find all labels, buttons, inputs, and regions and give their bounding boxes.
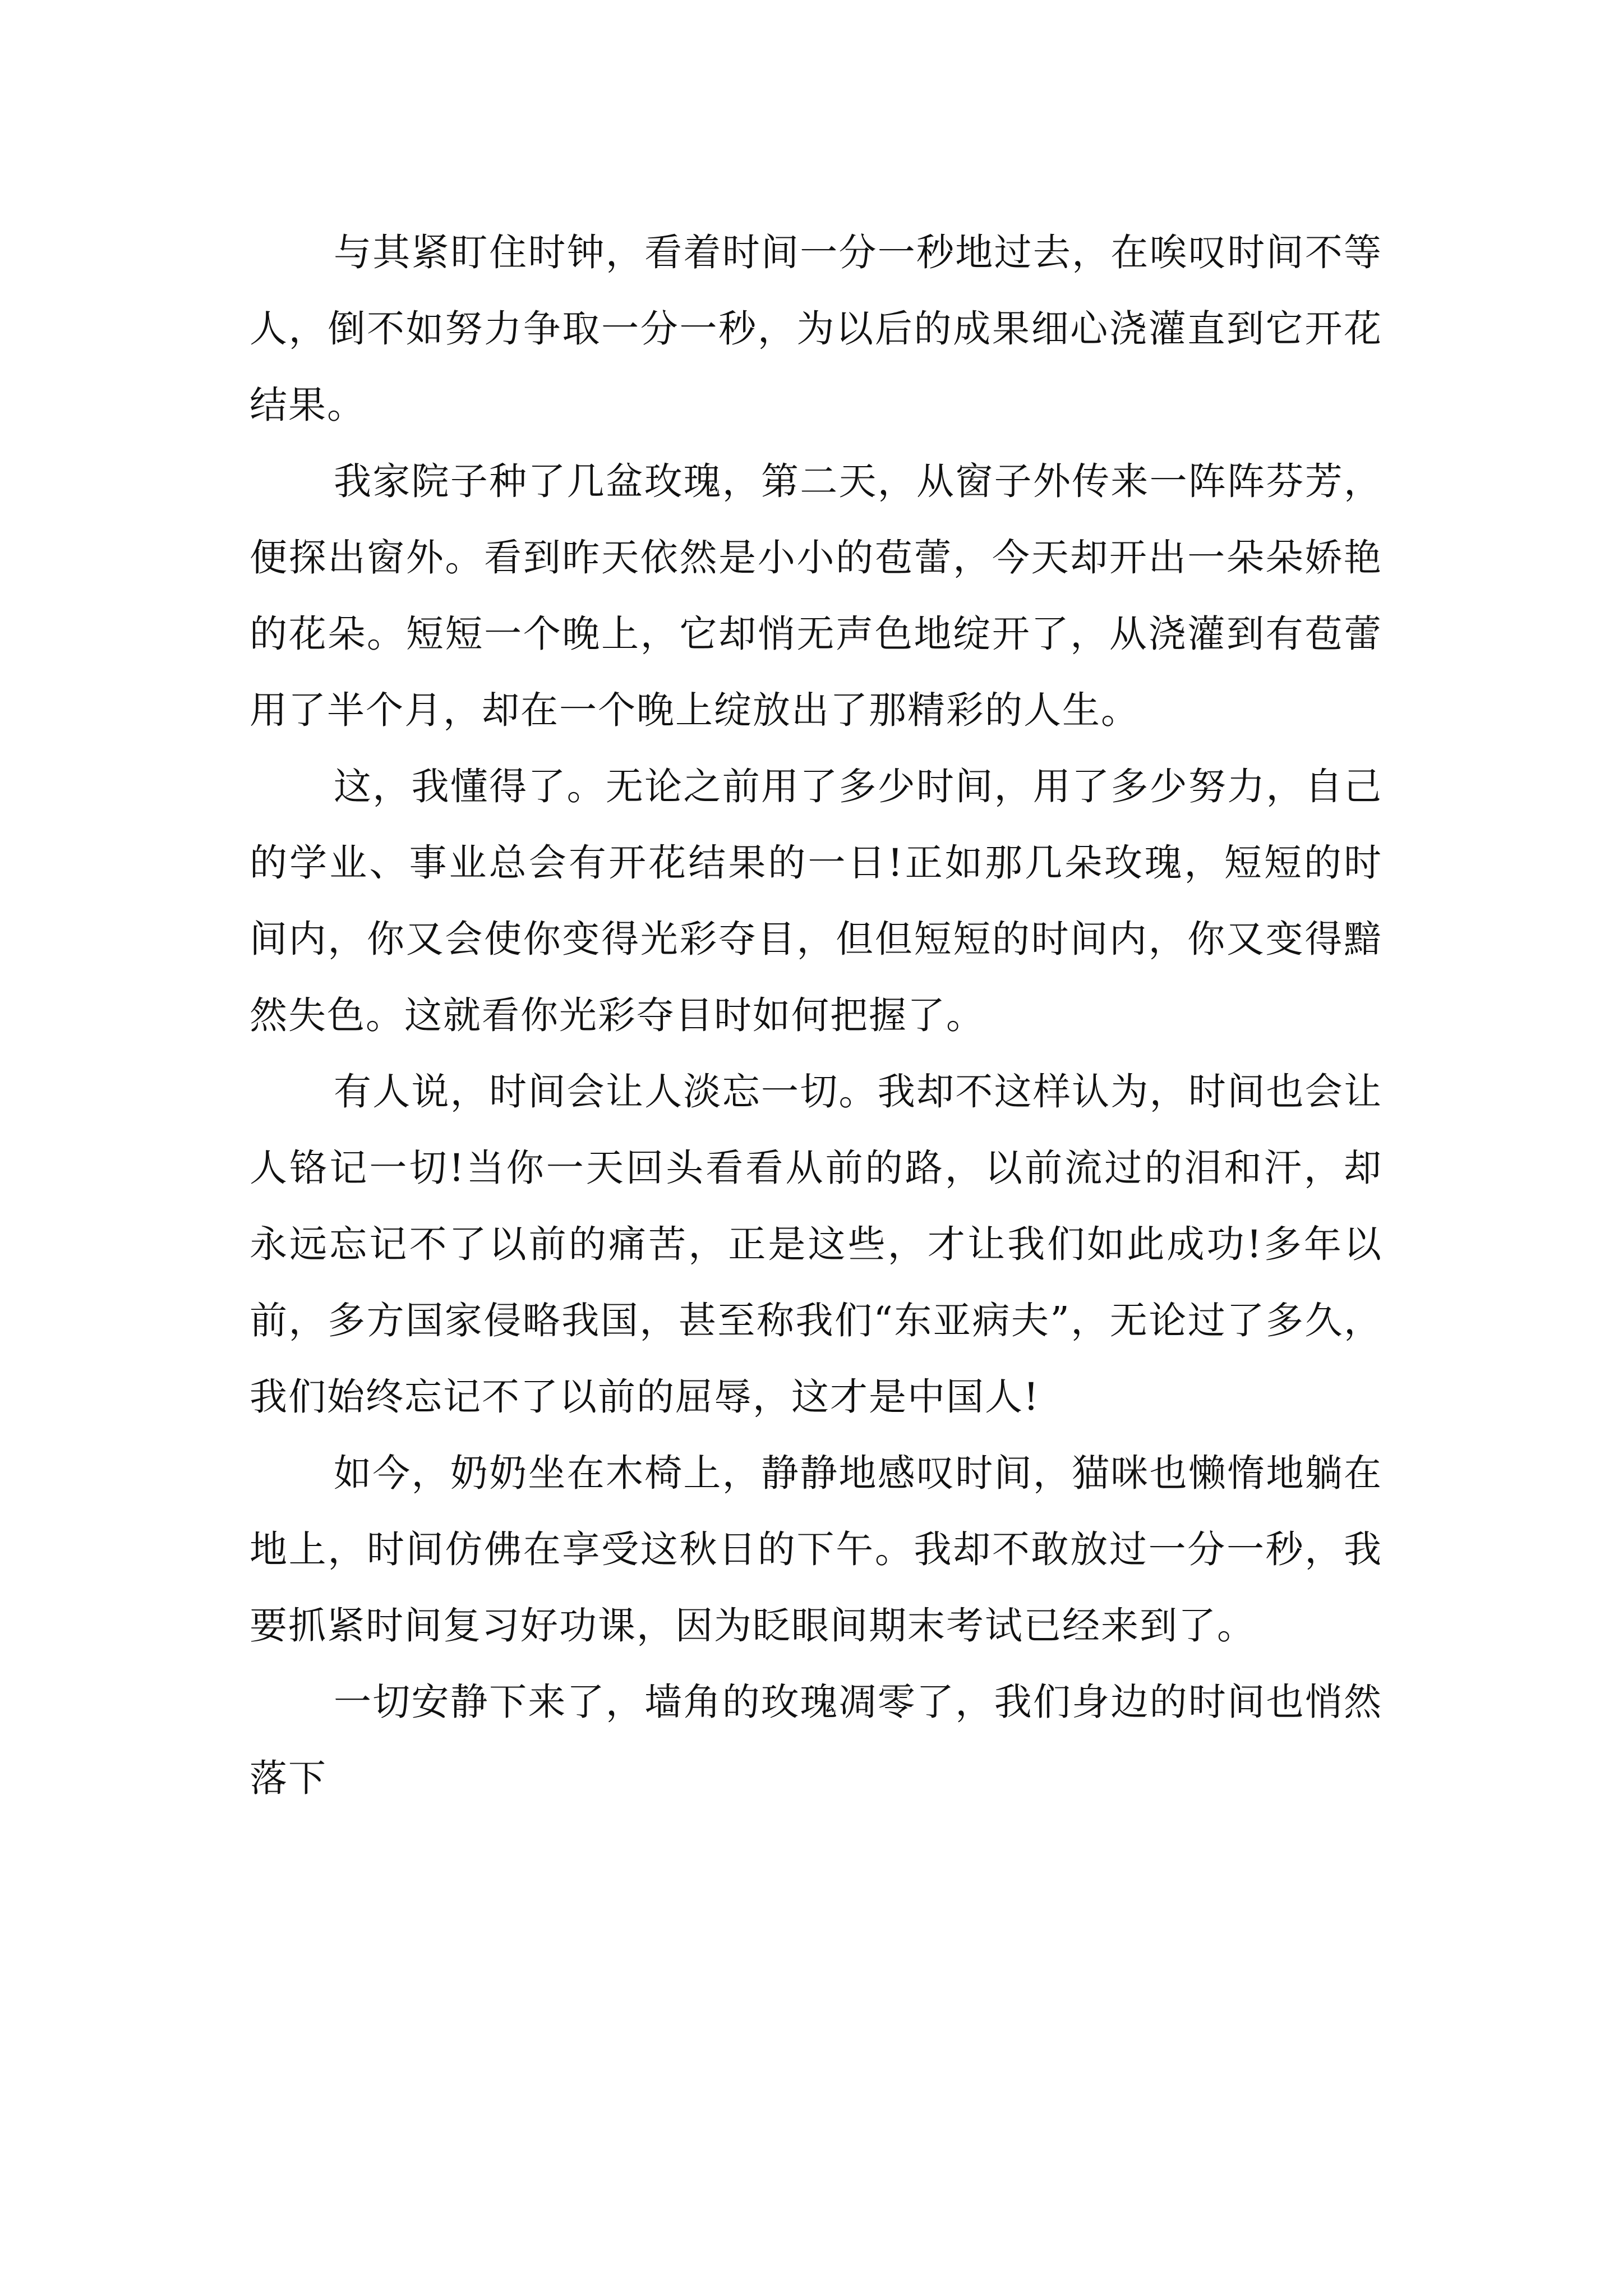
paragraph-6: 一切安静下来了，墙角的玫瑰凋零了，我们身边的时间也悄然落下: [250, 1680, 1382, 1800]
paragraph-3: 这，我懂得了。无论之前用了多少时间，用了多少努力，自己的学业、事业总会有开花结果的一日!正如那几朵玫瑰，短短的时间内，你又会使你变得光彩夺目，但但短短的时间内，你又变得黯然失色。这就看你光彩夺目时如何把握了。: [250, 765, 1382, 1037]
paragraph-2: 我家院子种了几盆玫瑰，第二天，从窗子外传来一阵阵芬芳，便探出窗外。看到昨天依然是小小的苞蕾，今天却开出一朵朵娇艳的花朵。短短一个晚上，它却悄无声色地绽开了，从浇灌到有苞蕾用了半个月，却在一个晚上绽放出了那精彩的人生。: [250, 459, 1382, 732]
paragraph-1: 与其紧盯住时钟，看着时间一分一秒地过去，在唉叹时间不等人，倒不如努力争取一分一秒，为以后的成果细心浇灌直到它开花结果。: [250, 231, 1382, 427]
paragraph-5: 如今，奶奶坐在木椅上，静静地感叹时间，猫咪也懒惰地躺在地上，时间仿佛在享受这秋日的下午。我却不敢放过一分一秒，我要抓紧时间复习好功课，因为眨眼间期末考试已经来到了。: [250, 1451, 1382, 1648]
paragraph-4: 有人说，时间会让人淡忘一切。我却不这样认为，时间也会让人铬记一切!当你一天回头看看从前的路，以前流过的泪和汗，却永远忘记不了以前的痛苦，正是这些，才让我们如此成功!多年以前，多方国家侵略我国，甚至称我们“东亚病夫”，无论过了多久，我们始终忘记不了以前的屈辱，这才是中国人!: [250, 1070, 1382, 1419]
document-body: [250, 214, 1382, 1816]
